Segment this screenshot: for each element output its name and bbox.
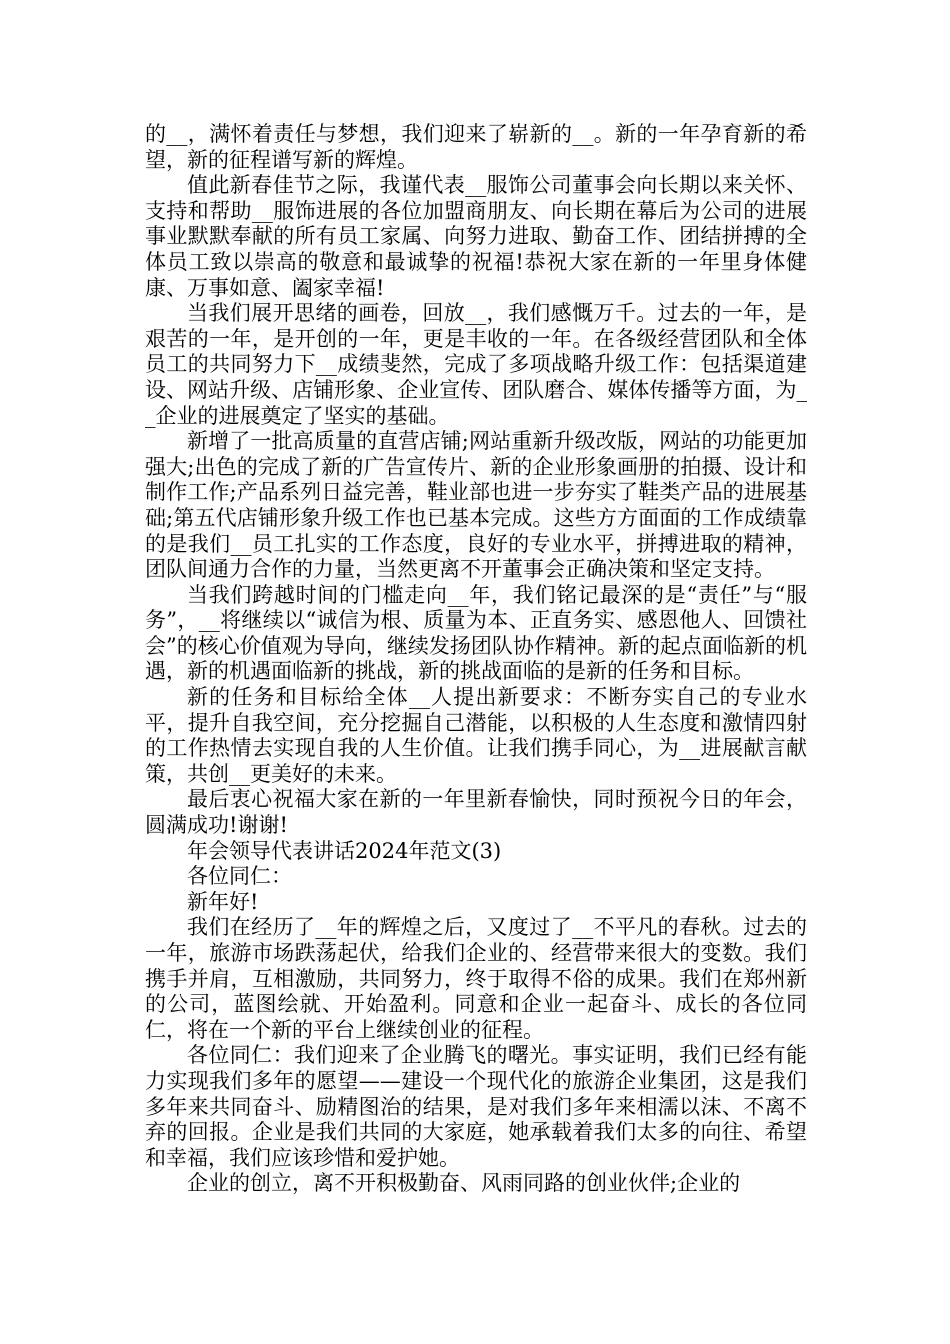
paragraph-8: 我们在经历了__年的辉煌之后，又度过了__不平凡的春秋。过去的一年，旅游市场跌荡起伏，给我们企业的、经营带来很大的变数。我们携手并肩，互相激励，共同努力，终于取得不俗的成果。我们在郑州新的公司，蓝图绘就、开始盈利。同意和企业一起奋斗、成长的各位同仁，将在一个新的平台上继续创业的征程。 [145,915,807,1042]
paragraph-2: 值此新春佳节之际，我谨代表__服饰公司董事会向长期以来关怀、支持和帮助__服饰进展的各位加盟商朋友、向长期在幕后为公司的进展事业默默奉献的所有员工家属、向努力进取、勤奋工作、团结拼搏的全体员工致以崇高的敬意和最诚挚的祝福!恭祝大家在新的一年里身体健康、万事如意、阖家幸福! [145,173,807,300]
salutation: 各位同仁： [187,864,292,889]
paragraph-6: 新的任务和目标给全体__人提出新要求：不断夯实自己的专业水平，提升自我空间，充分挖掘自己潜能，以积极的人生态度和激情四射的工作热情去实现自我的人生价值。让我们携手同心，为__进展献言献策，共创__更美好的未来。 [145,685,807,786]
paragraph-3: 当我们展开思绪的画卷，回放__，我们感慨万千。过去的一年，是艰苦的一年，是开创的一年，更是丰收的一年。在各级经营团队和全体员工的共同努力下__成绩斐然，完成了多项战略升级工作：包括渠道建设、网站升级、店铺形象、企业宣传、团队磨合、媒体传播等方面，为__企业的进展奠定了坚实的基础。 [145,301,807,428]
document-page [145,122,807,1197]
paragraph-9: 各位同仁：我们迎来了企业腾飞的曙光。事实证明，我们已经有能力实现我们多年的愿望——建设一个现代化的旅游企业集团，这是我们多年来共同奋斗、励精图治的结果，是对我们多年来相濡以沫、不离不弃的回报。企业是我们共同的大家庭，她承载着我们太多的向往、希望和幸福，我们应该珍惜和爱护她。 [145,1043,807,1170]
greeting: 新年好! [187,889,259,914]
paragraph-4: 新增了一批高质量的直营店铺;网站重新升级改版，网站的功能更加强大;出色的完成了新的广告宣传片、新的企业形象画册的拍摄、设计和制作工作;产品系列日益完善，鞋业部也进一步夯实了鞋类产品的进展基础;第五代店铺形象升级工作也已基本完成。这些方方面面的工作成绩靠的是我们__员工扎实的工作态度，良好的专业水平，拼搏进取的精神，团队间通力合作的力量，当然更离不开董事会正确决策和坚定支持。 [145,429,807,582]
paragraph-10: 企业的创立，离不开积极勤奋、风雨同路的创业伙伴;企业的 [187,1171,741,1196]
paragraph-5: 当我们跨越时间的门槛走向__年，我们铭记最深的是“责任”与“服务”，__将继续以“诚信为根、质量为本、正直务实、感恩他人、回馈社会”的核心价值观为导向，继续发扬团队协作精神。新的起点面临新的机遇，新的机遇面临新的挑战，新的挑战面临的是新的任务和目标。 [145,582,807,684]
paragraph-1: 的__，满怀着责任与梦想，我们迎来了崭新的__。新的一年孕育新的希望，新的征程谱写新的辉煌。 [145,122,807,172]
section-heading: 年会领导代表讲话2024年范文(3) [187,838,502,863]
paragraph-7: 最后衷心祝福大家在新的一年里新春愉快，同时预祝今日的年会，圆满成功!谢谢! [145,787,807,838]
